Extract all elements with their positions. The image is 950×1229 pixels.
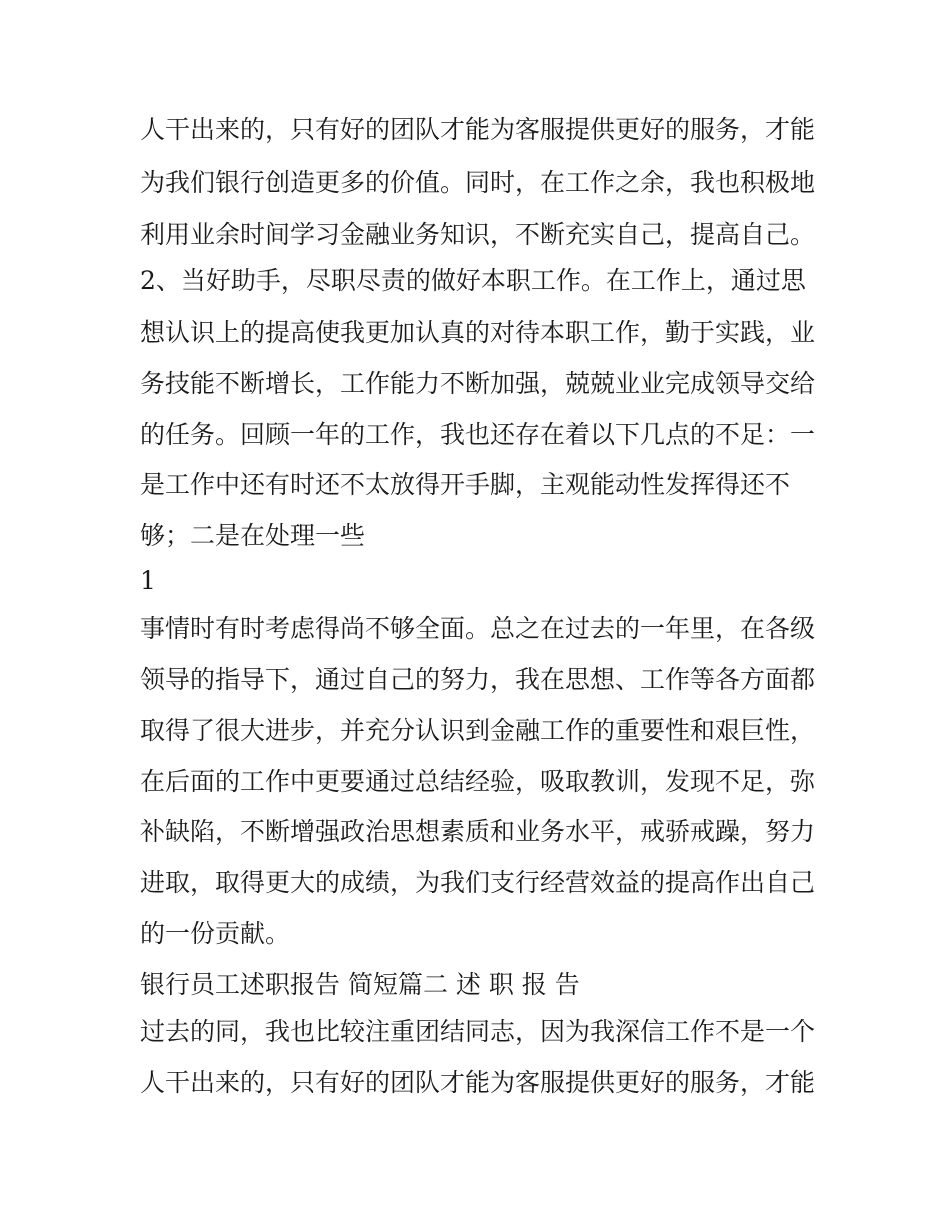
- text-line: 过去的同，我也比较注重团结同志，因为我深信工作不是一个: [140, 1017, 816, 1046]
- text-line: 在后面的工作中更要通过总结经验，吸取教训，发现不足，弥: [140, 767, 816, 796]
- text-line: 2、当好助手，尽职尽责的做好本职工作。在工作上，通过思: [140, 266, 806, 295]
- text-line: 想认识上的提高使我更加认真的对待本职工作，勤于实践，业: [140, 318, 816, 347]
- text-line: 事情时有时考虑得尚不够全面。总之在过去的一年里，在各级: [140, 614, 816, 643]
- page-number: 1: [140, 566, 156, 595]
- text-line: 人干出来的，只有好的团队才能为客服提供更好的服务，才能: [140, 1068, 816, 1097]
- text-line: 的任务。回顾一年的工作，我也还存在着以下几点的不足：一: [140, 420, 816, 449]
- text-line: 利用业余时间学习金融业务知识，不断充实自己，提高自己。: [140, 220, 816, 249]
- text-line: 取得了很大进步，并充分认识到金融工作的重要性和艰巨性，: [140, 716, 816, 745]
- text-line: 为我们银行创造更多的价值。同时，在工作之余，我也积极地: [140, 168, 816, 197]
- section-heading: 银行员工述职报告 简短篇二 述 职 报 告: [140, 970, 580, 999]
- text-line: 务技能不断增长，工作能力不断加强，兢兢业业完成领导交给: [140, 369, 816, 398]
- text-line: 是工作中还有时还不太放得开手脚，主观能动性发挥得还不: [140, 470, 791, 499]
- text-line: 补缺陷，不断增强政治思想素质和业务水平，戒骄戒躁，努力: [140, 817, 816, 846]
- text-line: 进取，取得更大的成绩，为我们支行经营效益的提高作出自己: [140, 868, 816, 897]
- text-line: 的一份贡献。: [140, 919, 291, 948]
- text-line: 够；二是在处理一些: [140, 521, 366, 550]
- text-line: 领导的指导下，通过自己的努力，我在思想、工作等各方面都: [140, 665, 816, 694]
- text-line: 人干出来的，只有好的团队才能为客服提供更好的服务，才能: [140, 115, 816, 144]
